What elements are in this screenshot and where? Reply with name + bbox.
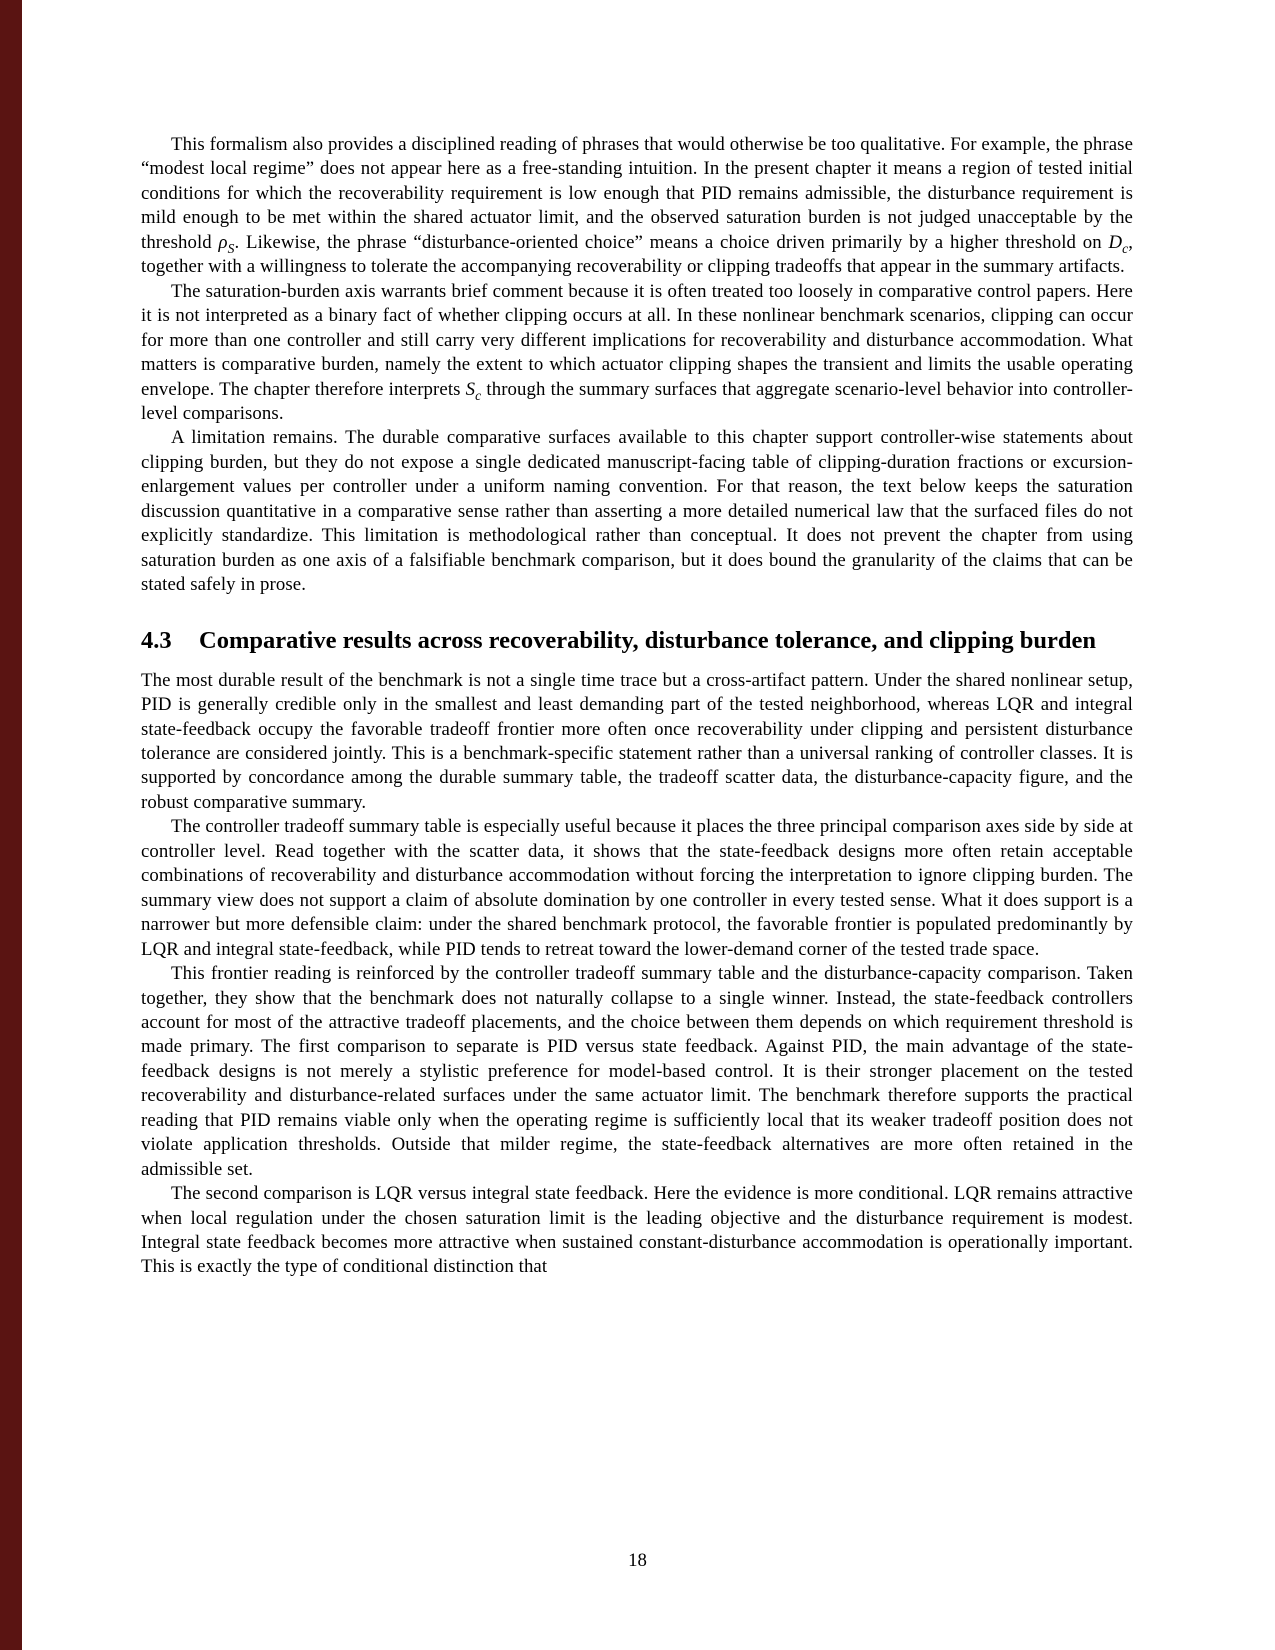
page-number: 18 bbox=[628, 1550, 647, 1571]
body-paragraph: The second comparison is LQR versus integral state feedback. Here the evidence is more conditional. LQR remains attractive when local regulation under the chosen saturation limit is the leading objective and the disturbance requirement is modest. Integral state feedback becomes more attractive when sustained constant-disturbance accommodation is operationally important. This is exactly the type of conditional distinction that bbox=[141, 1183, 1133, 1278]
body-paragraph: This formalism also provides a disciplined reading of phrases that would otherwise be too qualitative. For example, the phrase “modest local regime” does not appear here as a free-standing intuition. In the present chapter it means a region of tested initial conditions for which the recoverability requirement is low enough that PID remains admissible, the disturbance requirement is mild enough to be met within the shared actuator limit, and the observed saturation burden is not judged unacceptable by the threshold $\rho_S$. Likewise, the phrase “disturbance-oriented choice” means a choice driven primarily by a higher threshold on $D_c$, together with a willingness to tolerate the accompanying recoverability or clipping tradeoffs that appear in the summary artifacts. bbox=[141, 134, 1134, 278]
body-paragraph: This frontier reading is reinforced by the controller tradeoff summary table and the disturbance-capacity comparison. Taken together, they show that the benchmark does not naturally collapse to a single winner. Instead, the state-feedback controllers account for most of the attractive tradeoff placements, and the choice between them depends on which requirement threshold is made primary. The first comparison to separate is PID versus state feedback. Against PID, the main advantage of the state-feedback designs is not merely a stylistic preference for model-based control. It is their stronger placement on the tested recoverability and disturbance-related surfaces under the same actuator limit. The benchmark therefore supports the practical reading that PID remains viable only when the operating regime is sufficiently local that its weaker tradeoff position does not violate application thresholds. Outside that milder regime, the state-feedback alternatives are more often retained in the admissible set. bbox=[141, 963, 1133, 1180]
section-heading bbox=[141, 625, 1133, 656]
body-paragraph: The controller tradeoff summary table is especially useful because it places the three principal comparison axes side by side at controller level. Read together with the scatter data, it shows that the state-feedback designs more often retain acceptable combinations of recoverability and disturbance accommodation without forcing the interpretation to ignore clipping burden. The summary view does not support a claim of absolute domination by one controller in every tested sense. What it does support is a narrower but more defensible claim: under the shared benchmark protocol, the favorable frontier is populated predominantly by LQR and integral state-feedback, while PID tends to retreat toward the lower-demand corner of the tested trade space. bbox=[141, 816, 1133, 960]
page-content bbox=[141, 133, 1133, 1280]
body-paragraph: A limitation remains. The durable comparative surfaces available to this chapter support controller-wise statements about clipping burden, but they do not expose a single dedicated manuscript-facing table of clipping-duration fractions or excursion-enlargement values per controller under a uniform naming convention. For that reason, the text below keeps the saturation discussion quantitative in a comparative sense rather than asserting a more detailed numerical law that the surfaced files do not explicitly standardize. This limitation is methodological rather than conceptual. It does not prevent the chapter from using saturation burden as one axis of a falsifiable benchmark comparison, but it does bound the granularity of the claims that can be stated safely in prose. bbox=[141, 427, 1133, 596]
page-left-edge bbox=[0, 0, 22, 1650]
body-paragraph: The most durable result of the benchmark is not a single time trace but a cross-artifact pattern. Under the shared nonlinear setup, PID is generally credible only in the smallest and least demanding part of the tested neighborhood, whereas LQR and integral state-feedback occupy the favorable tradeoff frontier more often once recoverability under clipping and persistent disturbance tolerance are considered jointly. This is a benchmark-specific statement rather than a universal ranking of controller classes. It is supported by concordance among the durable summary table, the tradeoff scatter data, the disturbance-capacity figure, and the robust comparative summary. bbox=[141, 669, 1133, 813]
body-paragraph: The saturation-burden axis warrants brief comment because it is often treated too loosely in comparative control papers. Here it is not interpreted as a binary fact of whether clipping occurs at all. In these nonlinear benchmark scenarios, clipping can occur for more than one controller and still carry very different implications for recoverability and disturbance accommodation. What matters is comparative burden, namely the extent to which actuator clipping shapes the transient and limits the usable operating envelope. The chapter therefore interprets $S_c$ through the summary surfaces that aggregate scenario-level behavior into controller-level comparisons. bbox=[141, 280, 1133, 424]
section-number: 4.3 bbox=[141, 626, 172, 654]
section-title: Comparative results across recoverability, disturbance tolerance, and clipping burden bbox=[199, 626, 1096, 654]
